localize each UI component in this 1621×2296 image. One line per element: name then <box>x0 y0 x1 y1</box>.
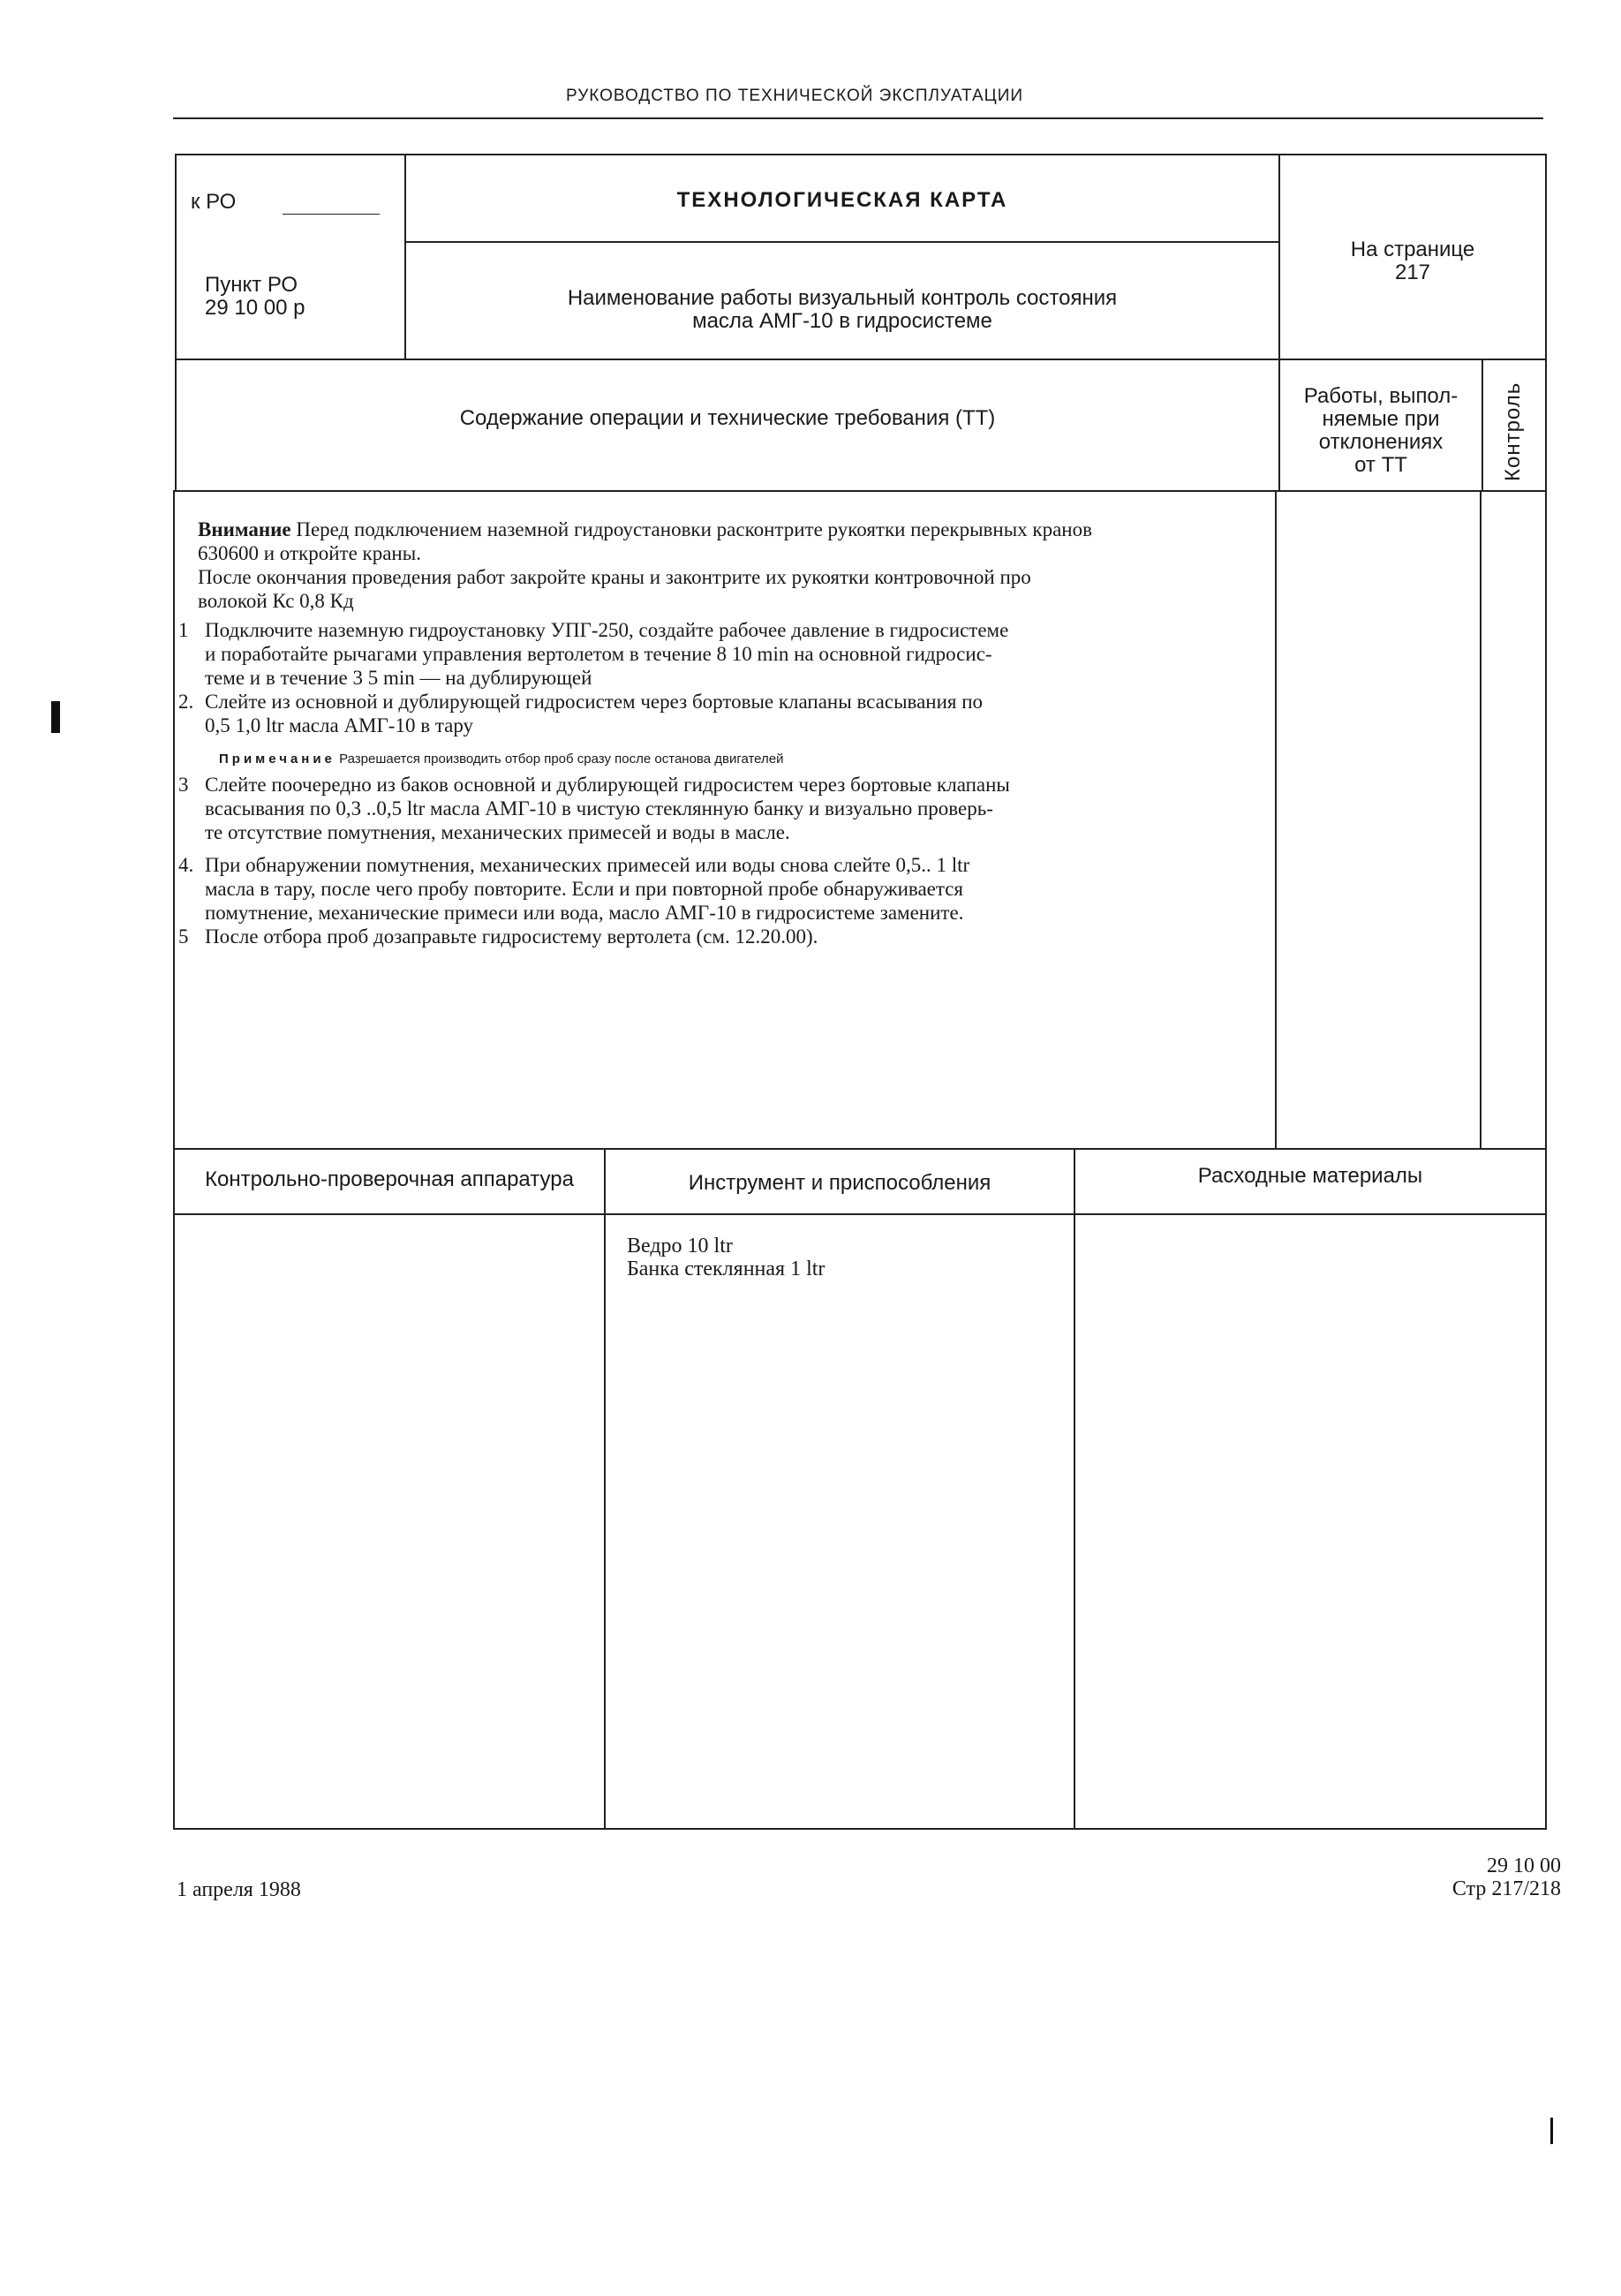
col-header-equipment: Контрольно-проверочная аппаратура <box>205 1167 574 1191</box>
footer-page: Стр 217/218 <box>1451 1877 1561 1900</box>
step-1-line-3: теме и в течение 3 5 min — на дублирующей <box>205 667 592 689</box>
title-underline <box>404 241 1278 243</box>
page-number: 217 <box>1394 261 1431 284</box>
warning-line-2: 630600 и откройте краны. <box>198 542 421 564</box>
warning-line-4: волокой Кс 0,8 Кд <box>198 590 354 612</box>
scan-mark-bottom-right <box>1550 2118 1553 2144</box>
header-rule <box>173 117 1543 119</box>
deviation-header-line-2: няемые при <box>1322 407 1440 431</box>
body-divider-right <box>1275 490 1277 1150</box>
note-label: Примечание <box>219 751 336 767</box>
step-1-line-1: 1 Подключите наземную гидроустановку УПГ-250, создайте рабочее давление в гидросистеме <box>178 619 1009 641</box>
col-header-tools: Инструмент и приспособления <box>688 1171 991 1195</box>
step-4-line-3: помутнение, механические примеси или вода, масло АМГ-10 в гидросистеме замените. <box>205 902 964 924</box>
step-2-line-2: 0,5 1,0 ltr масла АМГ-10 в тару <box>205 714 474 736</box>
note-text: Разрешается производить отбор проб сразу после останова двигателей <box>339 751 784 767</box>
k-ro-label: к РО <box>191 190 237 214</box>
control-header: Контроль <box>1501 381 1525 481</box>
footer-section: 29 10 00 <box>1487 1854 1561 1877</box>
footer-date: 1 апреля 1988 <box>177 1878 301 1901</box>
page-label <box>1280 238 1545 284</box>
work-name-line-2: масла АМГ-10 в гидросистеме <box>692 309 992 333</box>
deviation-header-line-3: отклонениях <box>1318 430 1444 454</box>
deviation-header-line-1: Работы, выпол- <box>1303 384 1459 408</box>
step-3-line-1: 3 Слейте поочередно из баков основной и дублирующей гидросистем через бортовые клапаны <box>178 774 1010 796</box>
materials-header-divider <box>173 1213 1547 1215</box>
step-3-line-2: всасывания по 0,3 ..0,5 ltr масла АМГ-10 в чистую стеклянную банку и визуально проверь- <box>205 797 993 819</box>
page-label-text: На странице <box>1350 238 1475 261</box>
step-3-line-3: те отсутствие помутнения, механических примесей и воды в масле. <box>205 821 790 843</box>
scan-mark-left <box>51 701 60 733</box>
note <box>219 750 1257 769</box>
tools-list <box>627 1235 825 1280</box>
step-4-line-1: 4. При обнаружении помутнения, механических примесей или воды снова слейте 0,5.. 1 ltr <box>178 854 970 876</box>
punkt-ro-label: Пункт РО <box>205 273 298 297</box>
deviation-header <box>1280 385 1482 477</box>
content-header: Содержание операции и технические требования (ТТ) <box>459 406 996 430</box>
materials-table <box>173 1148 1547 1830</box>
warning-line-1: Внимание Перед подключением наземной гидроустановки расконтрите рукоятки перекрывных кранов <box>198 518 1092 540</box>
footer-section-page <box>1324 1854 1561 1900</box>
control-column-divider <box>1482 359 1483 492</box>
step-1-line-2: и поработайте рычагами управления вертолетом в течение 8 10 min на основной гидросис- <box>205 643 992 665</box>
warning-label: Внимание <box>198 518 291 540</box>
deviation-header-line-4: от ТТ <box>1354 453 1407 477</box>
materials-col-divider-2 <box>1074 1148 1075 1830</box>
punkt-ro-value: 29 10 00 р <box>205 296 305 320</box>
work-name-line-1: Наименование работы визуальный контроль состояния <box>567 286 1118 310</box>
step-4-line-2: масла в тару, после чего пробу повторите. Если и при повторной пробе обнаруживается <box>205 878 964 900</box>
punkt-ro <box>205 274 305 320</box>
card-title: ТЕХНОЛОГИЧЕСКАЯ КАРТА <box>676 188 1008 212</box>
materials-col-divider-1 <box>604 1148 606 1830</box>
tool-item-1: Ведро 10 ltr <box>627 1235 733 1258</box>
step-5-line-1: 5 После отбора проб дозаправьте гидросистему вертолета (см. 12.20.00). <box>178 925 818 948</box>
step-2-line-1: 2. Слейте из основной и дублирующей гидросистем через бортовые клапаны всасывания по <box>178 691 984 713</box>
operation-content <box>178 517 1257 948</box>
card-row-divider <box>175 359 1547 360</box>
warning-line-3: После окончания проведения работ закройте краны и законтрите их рукоятки контровочной про <box>198 566 1031 588</box>
body-control-divider <box>1480 490 1482 1150</box>
work-name <box>406 287 1278 333</box>
k-ro-blank-line <box>283 214 380 215</box>
tool-item-2: Банка стеклянная 1 ltr <box>627 1258 826 1280</box>
manual-title: РУКОВОДСТВО ПО ТЕХНИЧЕСКОЙ ЭКСПЛУАТАЦИИ <box>565 87 1024 105</box>
col-header-consumables: Расходные материалы <box>1197 1164 1423 1188</box>
